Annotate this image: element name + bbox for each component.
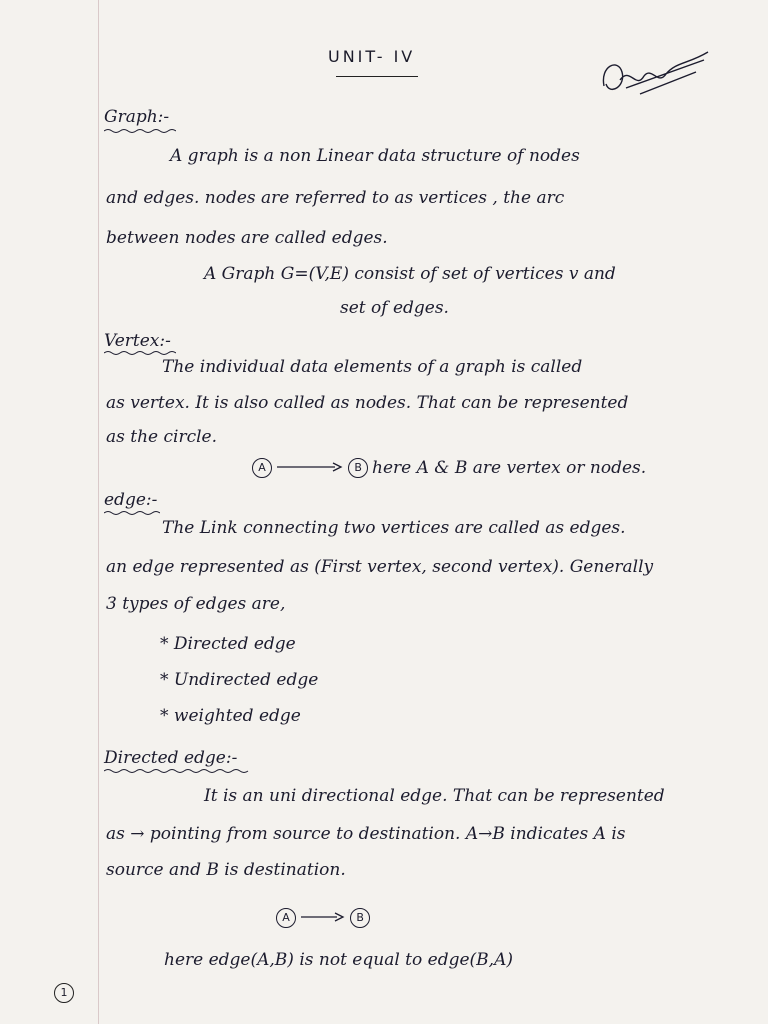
- edge-line-1: The Link connecting two vertices are called as edges.: [162, 518, 626, 538]
- page-number: 1: [54, 983, 74, 1003]
- unit-title-underline: [336, 76, 418, 77]
- graph-line-1: A graph is a non Linear data structure of nodes: [170, 146, 580, 166]
- directed-edge-footer: here edge(A,B) is not equal to edge(B,A): [164, 950, 513, 970]
- graph-line-4: A Graph G=(V,E) consist of set of vertices v and: [204, 264, 616, 284]
- directed-edge-heading-underline: [104, 768, 252, 774]
- unit-title: UNIT- IV: [328, 47, 416, 66]
- directed-edge-line-2: as → pointing from source to destination. A→B indicates A is: [106, 824, 626, 844]
- node-b: B: [348, 458, 368, 478]
- edge-heading: edge:-: [104, 490, 158, 510]
- directed-node-a: A: [276, 908, 296, 928]
- edge-line-2: an edge represented as (First vertex, second vertex). Generally: [106, 557, 654, 577]
- vertex-heading: Vertex:-: [104, 331, 171, 351]
- graph-heading: Graph:-: [104, 107, 170, 127]
- directed-edge-line-3: source and B is destination.: [106, 860, 346, 880]
- edge-arrow-icon: [277, 461, 343, 473]
- edge-heading-underline: [104, 510, 160, 516]
- graph-heading-underline: [104, 128, 176, 134]
- node-a: A: [252, 458, 272, 478]
- margin-line: [98, 0, 99, 1024]
- edge-type-weighted: * weighted edge: [160, 706, 301, 726]
- vertex-line-3: as the circle.: [106, 427, 218, 447]
- signature-mark: [596, 46, 714, 106]
- directed-arrow-icon: [301, 911, 345, 923]
- vertex-line-1: The individual data elements of a graph is called: [162, 357, 583, 377]
- edge-type-undirected: * Undirected edge: [160, 670, 319, 690]
- directed-edge-line-1: It is an uni directional edge. That can be represented: [204, 786, 665, 806]
- vertex-diagram: [252, 456, 368, 478]
- vertex-line-2: as vertex. It is also called as nodes. That can be represented: [106, 393, 629, 413]
- graph-line-3: between nodes are called edges.: [106, 228, 388, 248]
- directed-edge-heading: Directed edge:-: [104, 748, 238, 768]
- vertex-diagram-caption: here A & B are vertex or nodes.: [372, 458, 647, 478]
- graph-line-5: set of edges.: [340, 298, 449, 318]
- directed-edge-diagram: [276, 906, 370, 928]
- graph-line-2: and edges. nodes are referred to as vertices , the arc: [106, 188, 565, 208]
- vertex-heading-underline: [104, 350, 176, 356]
- directed-node-b: B: [350, 908, 370, 928]
- edge-line-3: 3 types of edges are,: [106, 594, 286, 614]
- edge-type-directed: * Directed edge: [160, 634, 296, 654]
